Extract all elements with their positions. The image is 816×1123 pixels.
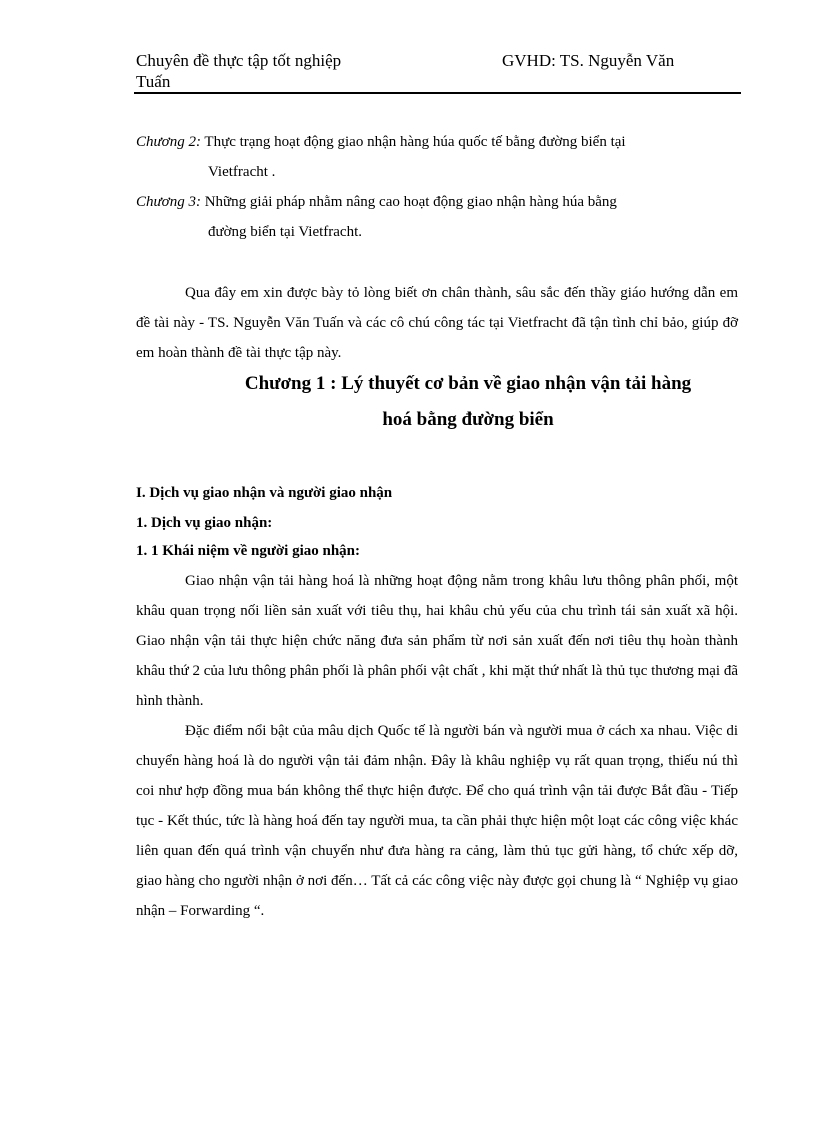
chapter-1-title xyxy=(136,366,800,438)
section-heading-1: I. Dịch vụ giao nhận và người giao nhận xyxy=(136,485,393,501)
chapter-1-title-line1: Chương 1 : Lý thuyết cơ bản về giao nhận vận tải hàng xyxy=(244,373,692,394)
chapter-2-text-cont: Vietfracht . xyxy=(208,164,276,180)
section-heading-3: 1. 1 Khái niệm về người giao nhận: xyxy=(136,543,361,559)
header-rule xyxy=(134,92,741,94)
header-right: GVHD: TS. Nguyễn Văn xyxy=(502,51,675,70)
chapter-3-label: Chương 3: xyxy=(136,194,201,210)
header-left-continuation: Tuấn xyxy=(136,72,171,91)
header-left-title: Chuyên đề thực tập tốt nghiệp xyxy=(136,51,342,70)
chapter-1-title-line2: hoá bằng đường biển xyxy=(382,409,554,430)
section-heading-2: 1. Dịch vụ giao nhận: xyxy=(136,515,273,531)
chapter-2-entry xyxy=(136,127,626,187)
chapter-3-text: Những giải pháp nhằm nâng cao hoạt động giao nhận hàng húa bằng xyxy=(200,194,617,210)
thanks-paragraph: Qua đây em xin được bày tỏ lòng biết ơn chân thành, sâu sắc đến thầy giáo hướng dẫn em đề tài này - TS. Nguyễn Văn Tuấn và các cô chú công tác tại Vietfracht đã tận tình chỉ bảo, giúp đỡ em hoàn thành đề tài thực tập này. xyxy=(136,285,738,361)
chapter-3-entry xyxy=(136,187,617,247)
chapter-3-text-cont: đường biển tại Vietfracht. xyxy=(208,224,363,240)
header-left xyxy=(136,50,386,92)
body-paragraph-1: Giao nhận vận tải hàng hoá là những hoạt động nằm trong khâu lưu thông phân phối, một khâu quan trọng nối liền sản xuất với tiêu thụ, hai khâu chủ yếu của chu trình tái sản xuất xã hội. Giao nhận vận tải thực hiện chức năng đưa sản phẩm từ nơi sản xuất đến nơi tiêu thụ hoàn thành khâu thứ 2 của lưu thông phân phối là phân phối vật chất , khi mặt thứ nhất là thủ tục thương mại đã hình thành. xyxy=(136,573,738,709)
body-paragraph-2: Đặc điểm nổi bật của mâu dịch Quốc tế là người bán và người mua ở cách xa nhau. Việc di chuyển hàng hoá là do người vận tải đảm nhận. Đây là khâu nghiệp vụ rất quan trọng, thiếu nú thì coi như hợp đồng mua bán không thể thực hiện được. Để cho quá trình vận tải được Bắt đầu - Tiếp tục - Kết thúc, tức là hàng hoá đến tay người mua, ta cần phải thực hiện một loạt các công việc khác liên quan đến quá trình vận chuyển như đưa hàng ra cảng, làm thủ tục gửi hàng, tổ chức xếp dỡ, giao hàng cho người nhận ở nơi đến… Tất cả các công việc này được gọi chung là “ Nghiệp vụ giao nhận – Forwarding “. xyxy=(136,723,738,919)
chapter-2-text: Thực trạng hoạt động giao nhận hàng húa quốc tế bằng đường biển tại xyxy=(200,134,626,150)
chapter-2-label: Chương 2: xyxy=(136,134,201,150)
